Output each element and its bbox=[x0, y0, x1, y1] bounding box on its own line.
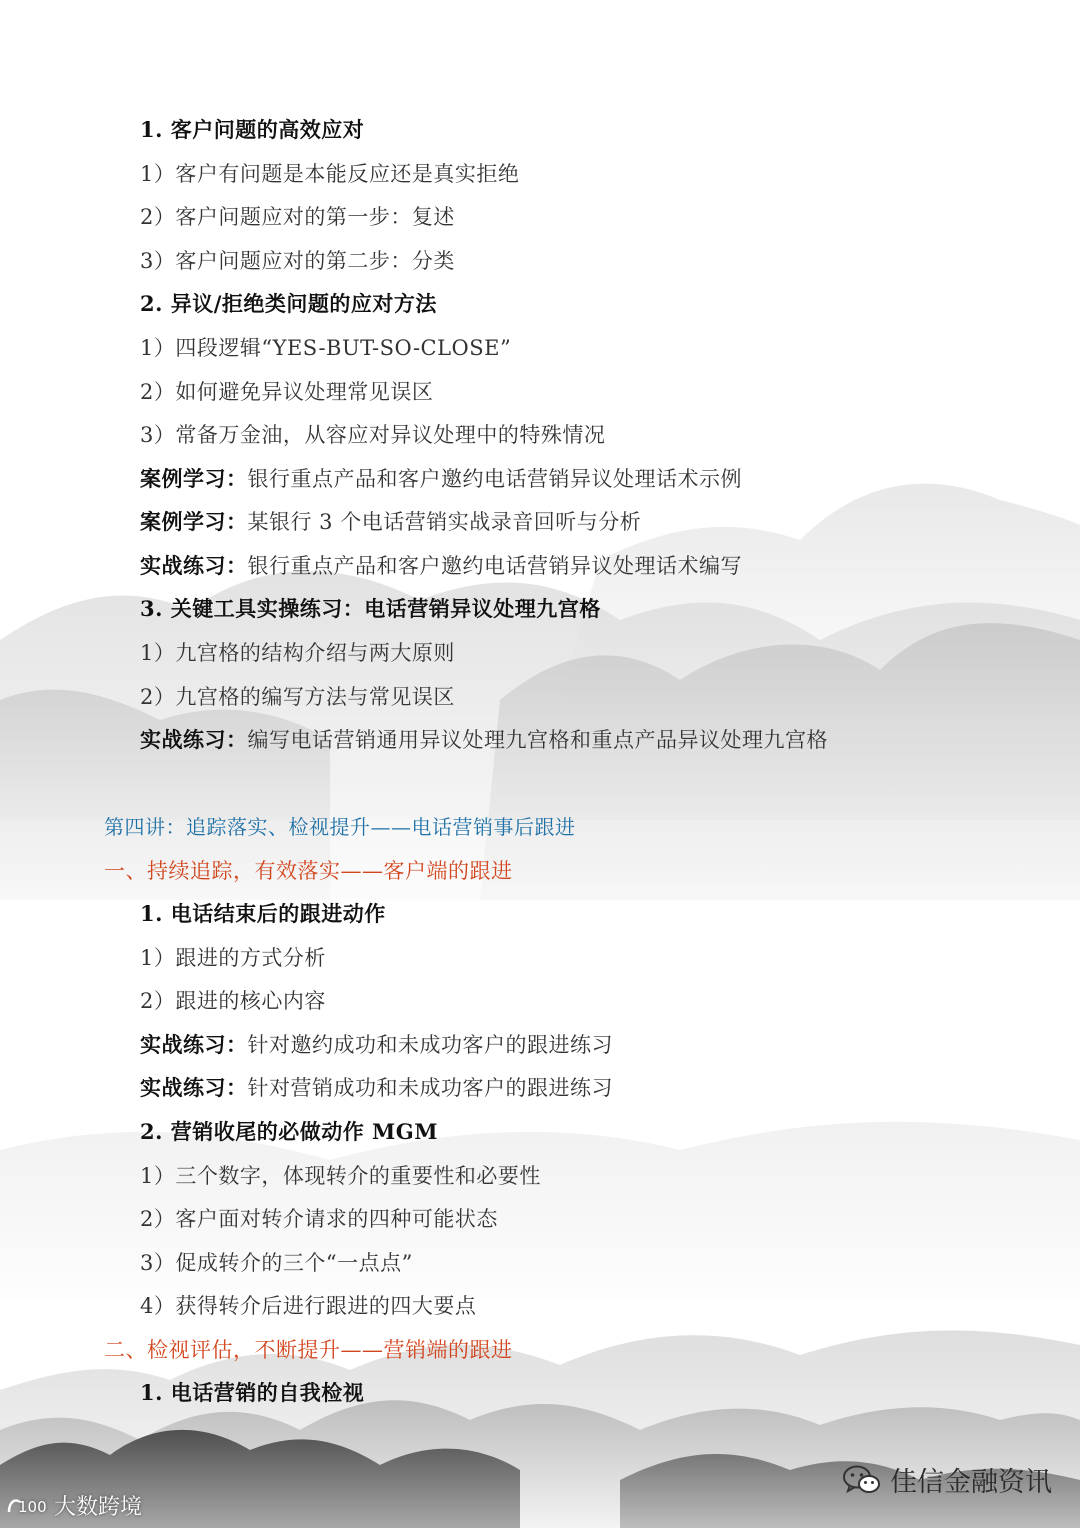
list-item: 3）常备万金油，从容应对异议处理中的特殊情况 bbox=[140, 423, 606, 447]
lecture-title: 第四讲：追踪落实、检视提升——电话营销事后跟进 bbox=[104, 815, 576, 839]
heading-customer-questions: 1. 客户问题的高效应对 bbox=[140, 117, 365, 142]
case-text: 银行重点产品和客户邀约电话营销异议处理话术示例 bbox=[247, 467, 742, 491]
logo-lettering: 100 bbox=[18, 1497, 47, 1516]
section-title-customer-followup: 一、持续追踪，有效落实——客户端的跟进 bbox=[104, 859, 513, 883]
list-item: 1）四段逻辑“YES-BUT-SO-CLOSE” bbox=[140, 336, 512, 360]
case-label: 实战练习： bbox=[140, 553, 248, 578]
list-item: 1）九宫格的结构介绍与两大原则 bbox=[140, 641, 455, 665]
list-item: 2）跟进的核心内容 bbox=[140, 989, 326, 1013]
list-item: 2）客户面对转介请求的四种可能状态 bbox=[140, 1207, 498, 1231]
practice-line bbox=[140, 1074, 613, 1102]
watermark-left-text: 大数跨境 bbox=[54, 1495, 143, 1520]
heading-objection-methods: 2. 异议/拒绝类问题的应对方法 bbox=[140, 291, 437, 316]
list-item: 1）跟进的方式分析 bbox=[140, 946, 326, 970]
watermark-right-text: 佳信金融资讯 bbox=[890, 1467, 1052, 1498]
wechat-icon bbox=[842, 1463, 882, 1497]
case-study-line bbox=[140, 465, 742, 493]
watermark-left bbox=[6, 1490, 142, 1521]
case-label: 案例学习： bbox=[140, 509, 248, 534]
list-item: 2）客户问题应对的第一步：复述 bbox=[140, 205, 455, 229]
heading-self-review: 1. 电话营销的自我检视 bbox=[140, 1380, 365, 1405]
logo-100-icon bbox=[6, 1494, 50, 1518]
heading-nine-grid-tool: 3. 关键工具实操练习：电话营销异议处理九宫格 bbox=[140, 596, 601, 621]
practice-line bbox=[140, 1031, 613, 1059]
case-label: 实战练习： bbox=[140, 1032, 248, 1057]
watermark-right bbox=[842, 1460, 1052, 1499]
practice-line bbox=[140, 726, 828, 754]
case-text: 某银行 3 个电话营销实战录音回听与分析 bbox=[247, 510, 642, 534]
list-item: 4）获得转介后进行跟进的四大要点 bbox=[140, 1294, 477, 1318]
heading-mgm: 2. 营销收尾的必做动作 MGM bbox=[140, 1119, 438, 1144]
list-item: 1）客户有问题是本能反应还是真实拒绝 bbox=[140, 162, 520, 186]
list-item: 2）如何避免异议处理常见误区 bbox=[140, 380, 434, 404]
case-study-line bbox=[140, 508, 641, 536]
list-item: 3）促成转介的三个“一点点” bbox=[140, 1251, 413, 1275]
section-title-marketing-followup: 二、检视评估，不断提升——营销端的跟进 bbox=[104, 1338, 513, 1362]
heading-after-call-actions: 1. 电话结束后的跟进动作 bbox=[140, 901, 386, 926]
case-label: 实战练习： bbox=[140, 727, 248, 752]
practice-line bbox=[140, 552, 742, 580]
list-item: 2）九宫格的编写方法与常见误区 bbox=[140, 685, 455, 709]
case-text: 针对邀约成功和未成功客户的跟进练习 bbox=[247, 1033, 613, 1057]
case-text: 银行重点产品和客户邀约电话营销异议处理话术编写 bbox=[247, 554, 742, 578]
list-item: 3）客户问题应对的第二步：分类 bbox=[140, 249, 455, 273]
case-label: 实战练习： bbox=[140, 1075, 248, 1100]
case-label: 案例学习： bbox=[140, 466, 248, 491]
case-text: 针对营销成功和未成功客户的跟进练习 bbox=[247, 1076, 613, 1100]
case-text: 编写电话营销通用异议处理九宫格和重点产品异议处理九宫格 bbox=[247, 728, 828, 752]
list-item: 1）三个数字，体现转介的重要性和必要性 bbox=[140, 1164, 541, 1188]
